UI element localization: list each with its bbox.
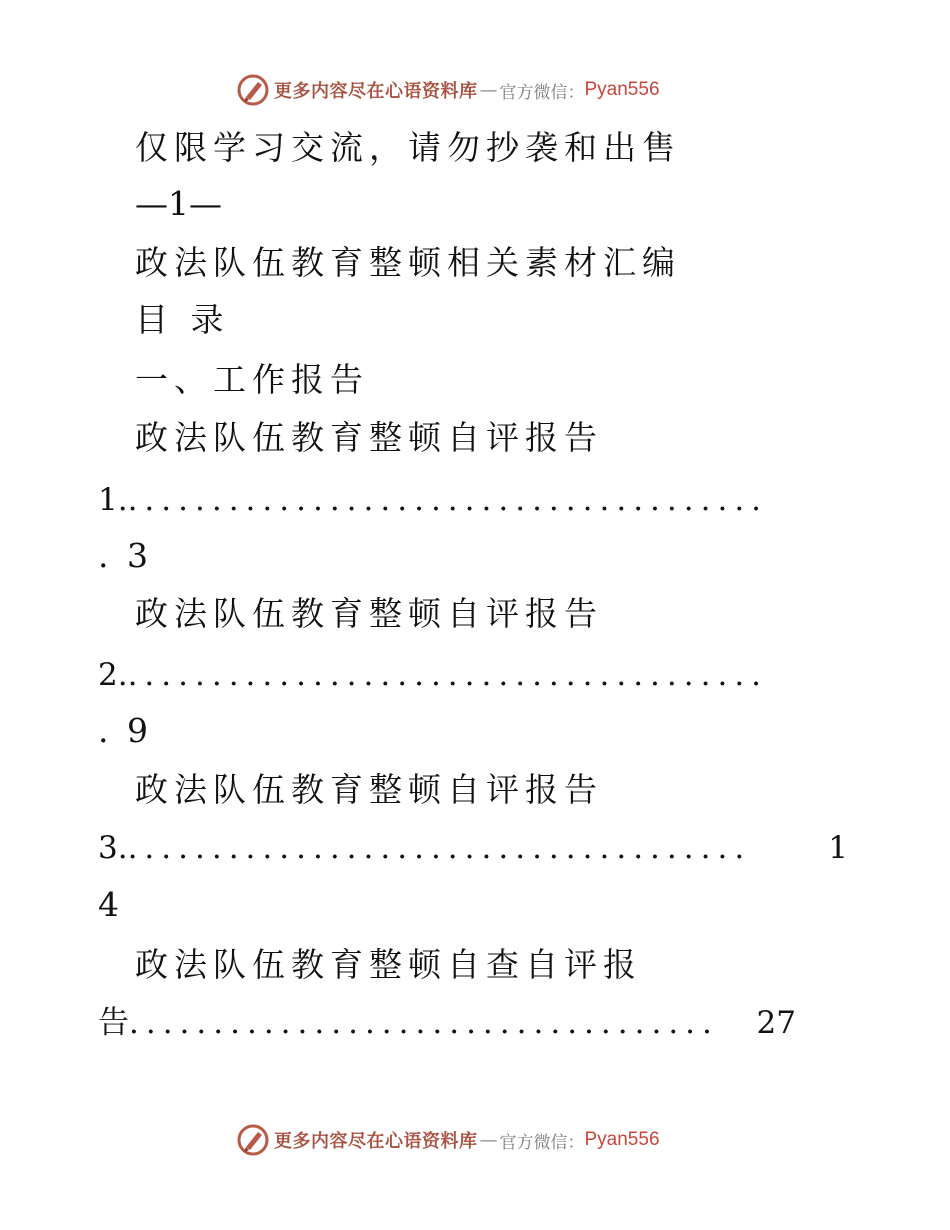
document-title: 政法队伍教育整顿相关素材汇编 [135,243,681,282]
watermark-separator: — [479,79,498,101]
toc-entry-1-leader [98,480,848,520]
toc-entry-3-page: 4 [98,885,119,924]
watermark-site-text: 更多内容尽在心语资料库 [274,1131,478,1152]
watermark-footer [236,1122,660,1158]
toc-entry-4-dots: ................................... [129,1005,719,1041]
watermark-wechat-id: Pyan556 [584,1129,660,1150]
watermark-separator: — [479,1129,498,1151]
watermark-wechat-label: 官方微信： [499,82,585,103]
watermark-wechat-id: Pyan556 [584,79,660,100]
watermark-header [236,72,660,108]
toc-entry-3-title: 政法队伍教育整顿自评报告 [135,770,603,809]
toc-entry-3-dots: ..................................... [127,830,752,866]
toc-entry-2-page: . 9 [98,711,152,750]
toc-entry-3-number: 3. [98,830,128,866]
toc-entry-2-dots: ...................................... [127,657,769,693]
toc-entry-1-page: . 3 [98,536,152,575]
toc-entry-4-number: 告 [98,1005,129,1041]
toc-entry-2-number: 2. [98,657,128,693]
toc-entry-1-number: 1. [98,482,128,518]
notice-text: 仅限学习交流，请勿抄袭和出售 [135,128,681,167]
section-heading-work-reports: 一、工作报告 [135,360,369,399]
toc-entry-2-title: 政法队伍教育整顿自评报告 [135,594,603,633]
toc-entry-3-leader [98,828,848,868]
toc-entry-4-page: 27 [756,1005,796,1041]
watermark-site-text: 更多内容尽在心语资料库 [274,81,478,102]
pen-circle-logo-icon [236,73,270,107]
toc-entry-1-dots: ...................................... [127,482,769,518]
toc-entry-3-page-start: 1 [828,830,848,866]
watermark-wechat-label: 官方微信： [499,1132,585,1153]
toc-entry-4-leader [98,1003,796,1043]
toc-entry-4-title: 政法队伍教育整顿自查自评报 [135,945,642,984]
pen-circle-logo-icon [236,1123,270,1157]
toc-heading: 目 录 [135,300,230,339]
toc-entry-1-title: 政法队伍教育整顿自评报告 [135,418,603,457]
page-marker: —1— [135,184,222,223]
toc-entry-2-leader [98,655,848,695]
